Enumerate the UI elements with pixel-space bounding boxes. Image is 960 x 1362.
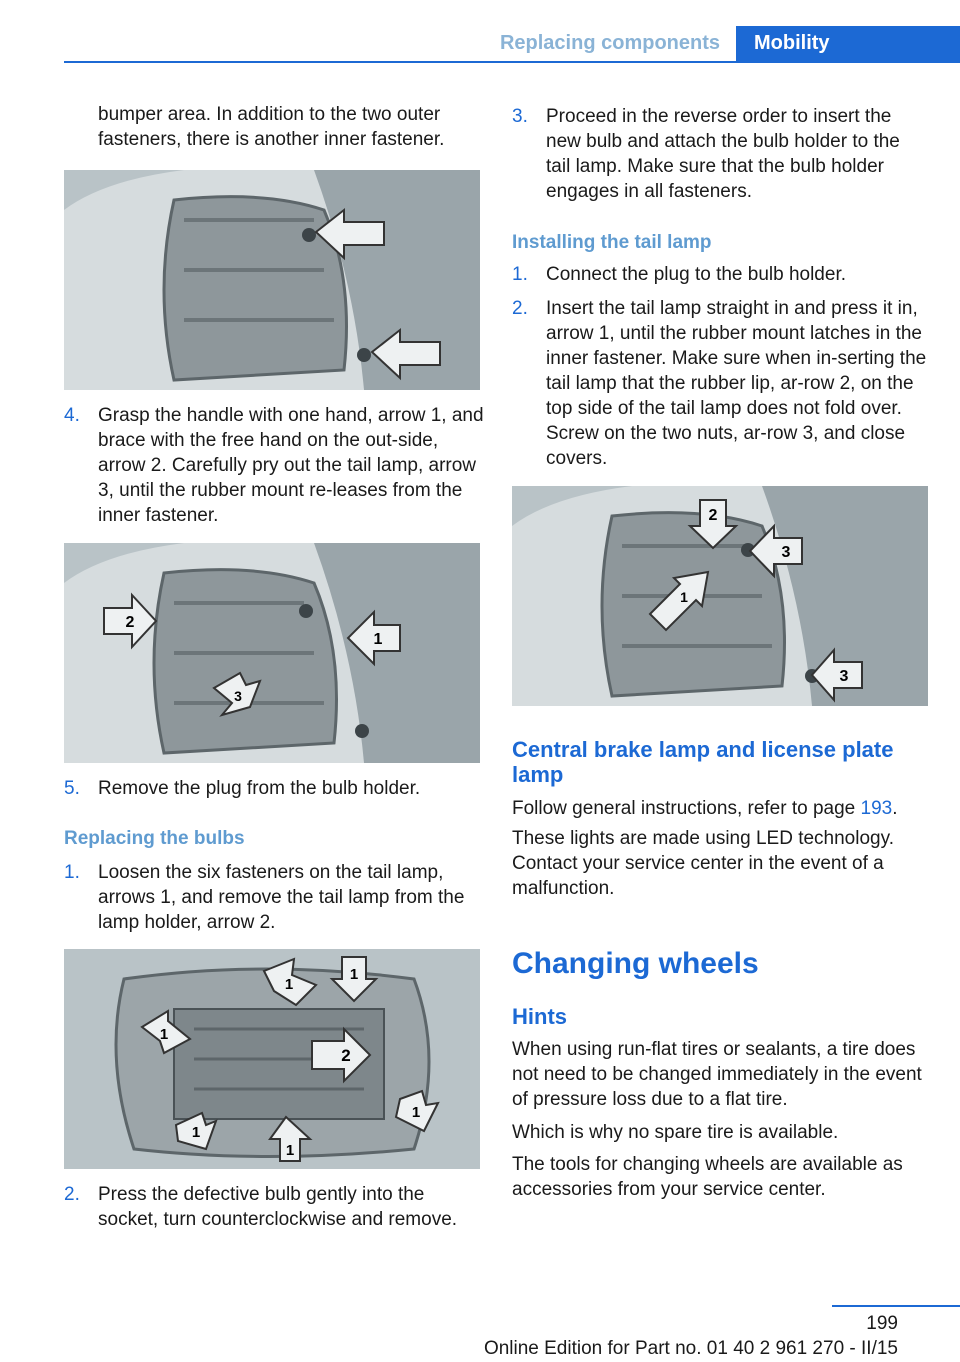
fig3-label-f: 1 bbox=[191, 1124, 201, 1141]
step-3-text: Proceed in the reverse order to insert the new bulb and attach the bulb holder to the tail lamp. Make sure that the bulb holder engages in all fasteners. bbox=[546, 106, 900, 202]
page-number: 199 bbox=[866, 1313, 898, 1334]
replacing-bulbs-heading: Replacing the bulbs bbox=[64, 828, 245, 849]
fig2-label-3: 3 bbox=[234, 688, 242, 704]
install-step-1 bbox=[512, 262, 928, 287]
fig4-label-2: 2 bbox=[708, 507, 718, 524]
hints-heading: Hints bbox=[512, 1004, 567, 1029]
fig3-label-a: 1 bbox=[284, 976, 294, 993]
bulb-step-1 bbox=[64, 860, 484, 935]
header-section-title: Replacing components bbox=[499, 32, 720, 54]
figure-pry-out-tail-lamp bbox=[64, 543, 480, 763]
step-4 bbox=[64, 403, 484, 528]
fig3-label-d: 2 bbox=[341, 1046, 351, 1065]
changing-wheels-heading: Changing wheels bbox=[512, 947, 759, 980]
bulb-step-1-text: Loosen the six fasteners on the tail lamp, arrows 1, and remove the tail lamp from the lamp holder, arrow 2. bbox=[98, 862, 465, 933]
page-193-link[interactable]: 193 bbox=[860, 798, 893, 819]
step-4-text: Grasp the handle with one hand, arrow 1, and brace with the free hand on the out-side, arrow 2. Carefully pry out the tail lamp, arrow 3, until the rubber mount re-leases from the inner fastener. bbox=[98, 405, 484, 526]
figure-install-tail-lamp bbox=[512, 486, 928, 706]
step-5-text: Remove the plug from the bulb holder. bbox=[98, 778, 421, 799]
fig4-label-1: 1 bbox=[680, 589, 688, 605]
fig3-label-b: 1 bbox=[349, 966, 359, 983]
bulb-step-1-number: 1. bbox=[64, 862, 80, 883]
hints-paragraph-3: The tools for changing wheels are available as accessories from your service center. bbox=[512, 1154, 903, 1200]
step-3 bbox=[512, 104, 928, 204]
step-5 bbox=[64, 776, 484, 801]
fig2-label-2: 2 bbox=[125, 614, 135, 631]
fig2-label-1: 1 bbox=[373, 631, 383, 648]
hints-paragraph-1: When using run-flat tires or sealants, a tire does not need to be changed immediately in the event of pressure loss due to a flat tire. bbox=[512, 1039, 922, 1110]
fig3-label-c: 1 bbox=[159, 1026, 169, 1043]
brake-paragraph-1 bbox=[512, 796, 942, 821]
intro-paragraph: bumper area. In addition to the two outer fasteners, there is another inner fastener. bbox=[98, 104, 445, 150]
fig3-label-e: 1 bbox=[411, 1104, 421, 1121]
install-step-2-text: Insert the tail lamp straight in and press it in, arrow 1, until the rubber mount latches in the inner fastener. Make sure when in-serting the tail lamp that the rubber lip, ar-row 2, on the top side of the tail lamp does not fold over. Screw on the two nuts, ar-row 3, and close covers. bbox=[546, 298, 927, 469]
bulb-step-2 bbox=[64, 1182, 484, 1232]
fig4-label-3-bottom: 3 bbox=[839, 668, 849, 685]
install-step-2-number: 2. bbox=[512, 298, 528, 319]
brake-lamp-heading: Central brake lamp and license plate lamp bbox=[512, 737, 894, 787]
footer-rule bbox=[832, 1305, 960, 1307]
step-3-number: 3. bbox=[512, 106, 528, 127]
install-step-1-number: 1. bbox=[512, 264, 528, 285]
hints-paragraph-2: Which is why no spare tire is available. bbox=[512, 1122, 839, 1143]
header-rule bbox=[64, 61, 960, 63]
fig4-label-3-top: 3 bbox=[781, 544, 791, 561]
step-4-number: 4. bbox=[64, 405, 80, 426]
install-step-1-text: Connect the plug to the bulb holder. bbox=[546, 264, 847, 285]
step-5-number: 5. bbox=[64, 778, 80, 799]
figure-tail-lamp-fasteners bbox=[64, 170, 480, 390]
installing-tail-lamp-heading: Installing the tail lamp bbox=[512, 232, 712, 253]
brake-p1-end: . bbox=[892, 798, 898, 819]
bulb-step-2-text: Press the defective bulb gently into the socket, turn counterclockwise and remove. bbox=[98, 1184, 458, 1230]
figure-bulb-holder-fasteners bbox=[64, 949, 480, 1169]
install-step-2 bbox=[512, 296, 928, 471]
brake-paragraph-2: These lights are made using LED technology. Contact your service center in the event of a malfunction. bbox=[512, 828, 894, 899]
edition-line: Online Edition for Part no. 01 40 2 961 270 - II/15 bbox=[483, 1338, 898, 1359]
page-header bbox=[0, 0, 960, 64]
header-chapter-tab[interactable]: Mobility bbox=[736, 26, 960, 62]
fig3-label-g: 1 bbox=[285, 1142, 295, 1159]
bulb-step-2-number: 2. bbox=[64, 1184, 80, 1205]
brake-p1-text: Follow general instructions, refer to page bbox=[512, 798, 861, 819]
